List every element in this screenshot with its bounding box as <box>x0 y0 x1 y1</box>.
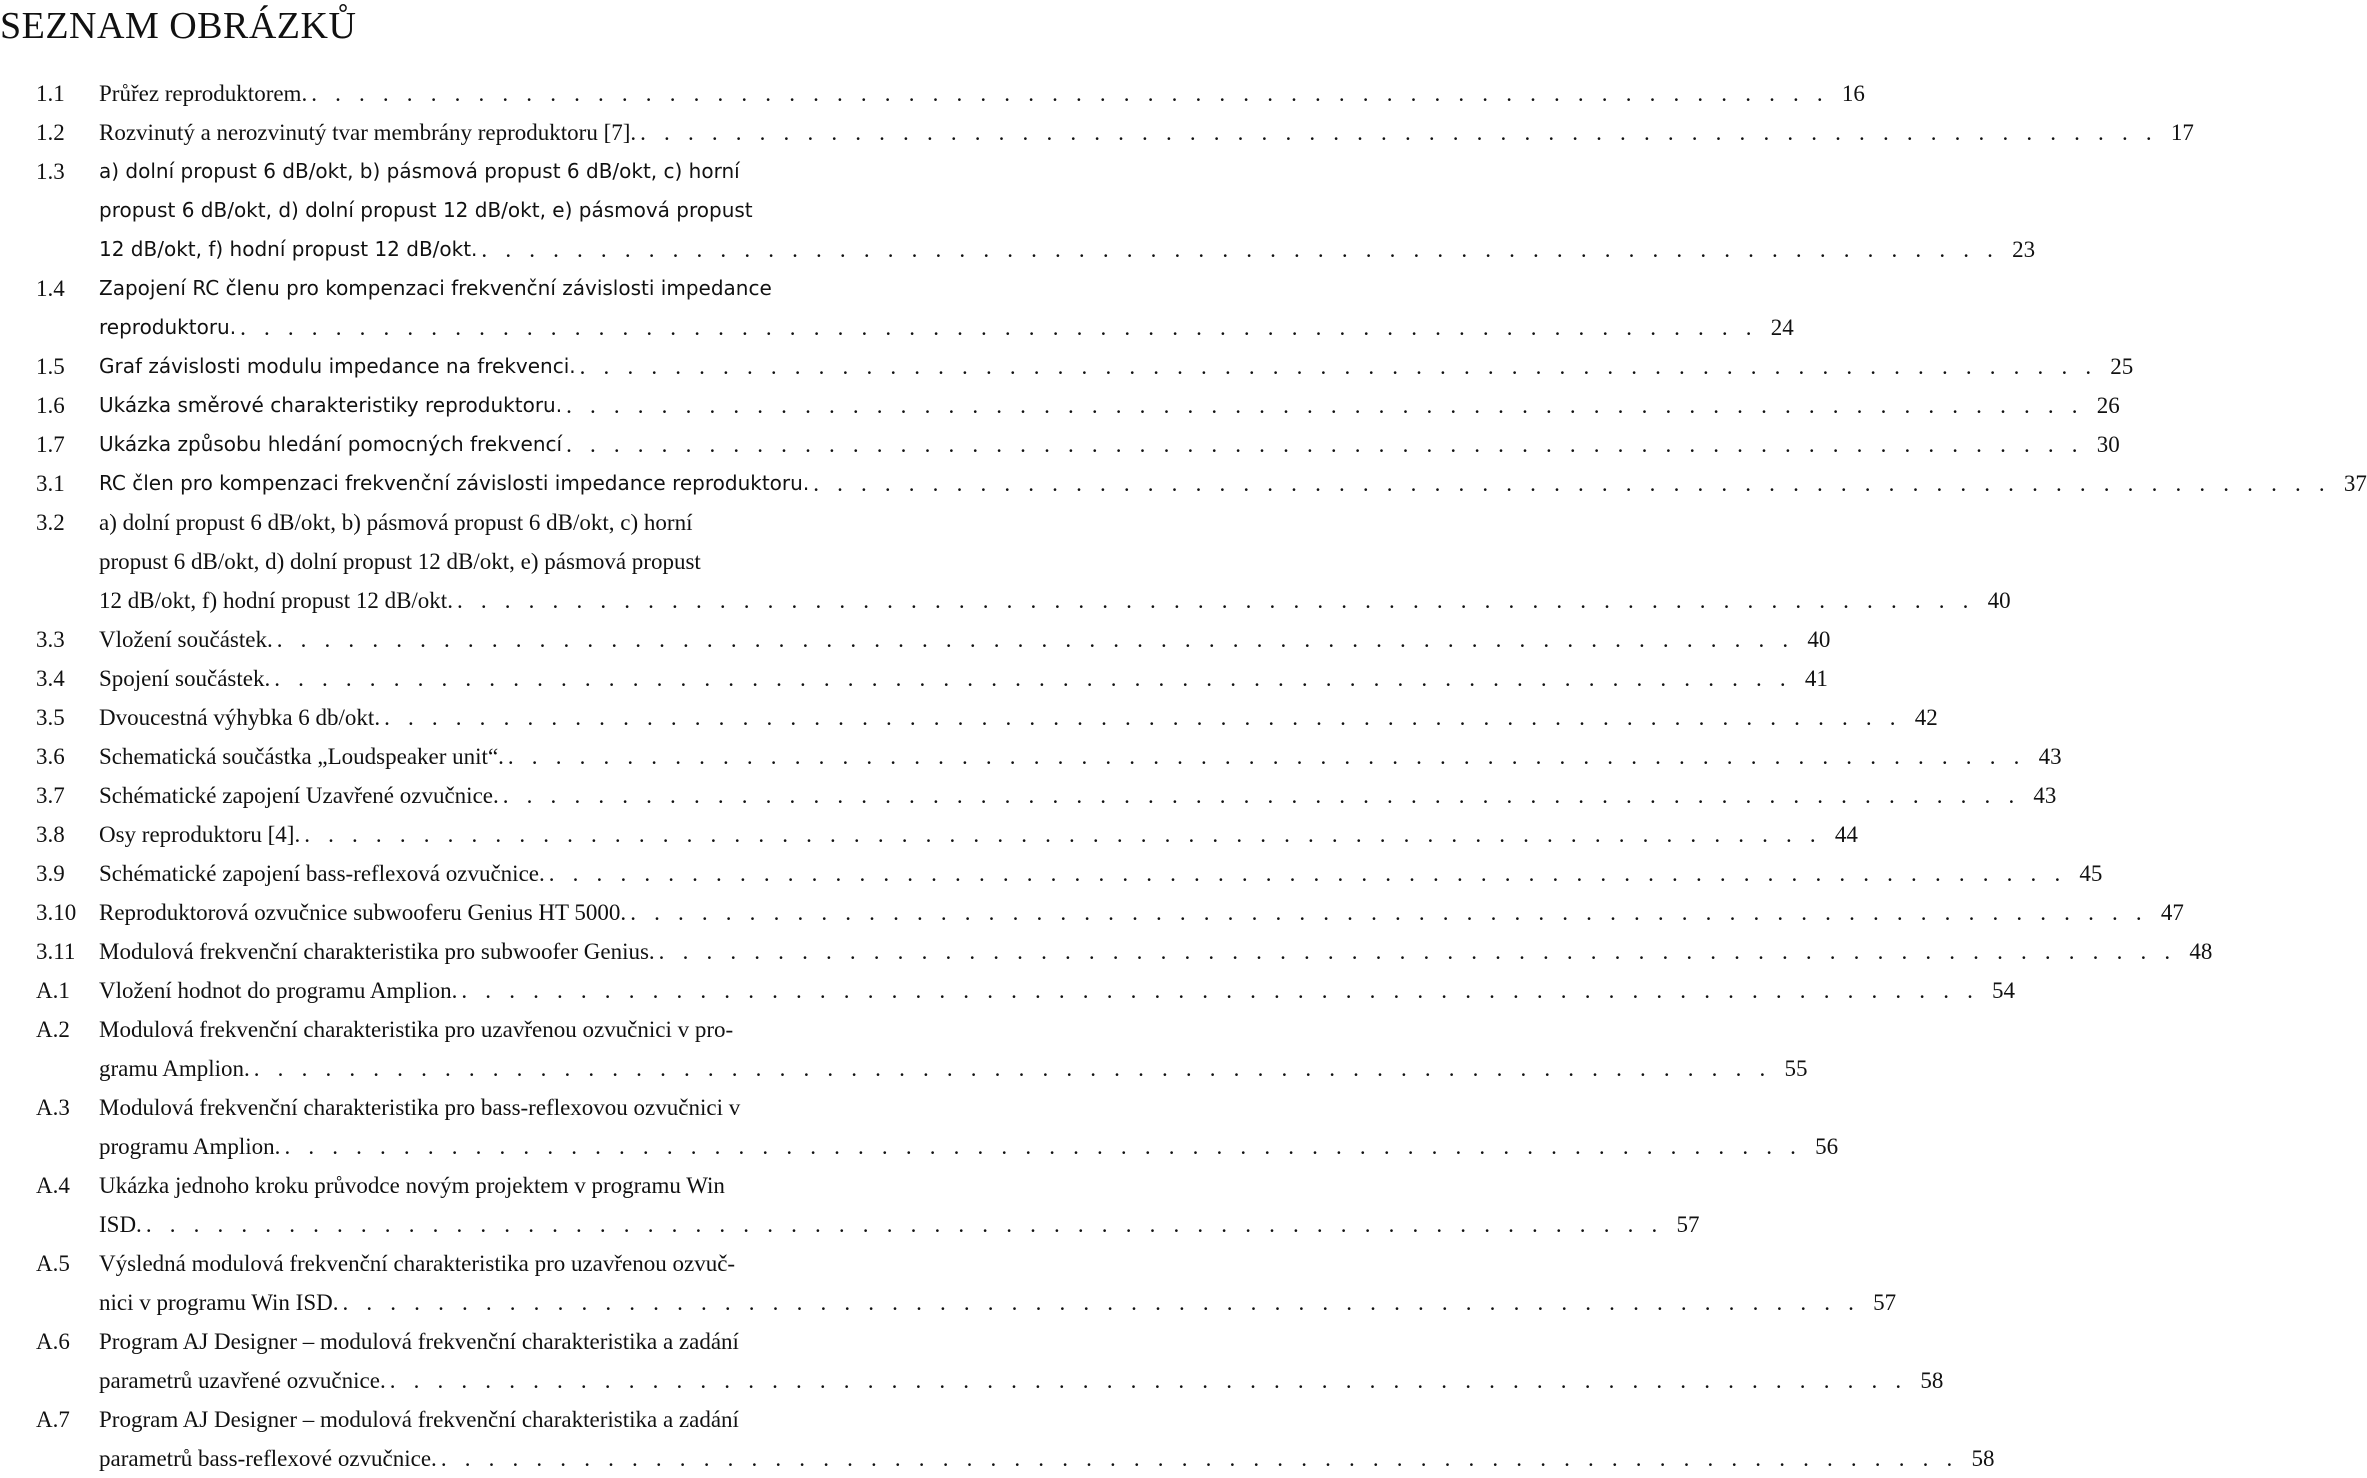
caption-line: Výsledná modulová frekvenční charakteristika pro uzavřenou ozvuč- <box>99 1251 736 1276</box>
figure-caption <box>99 1166 1699 1244</box>
caption-line: RC člen pro kompenzaci frekvenční závislosti impedance reproduktoru. <box>99 471 810 495</box>
dot-leader: . . . . . . . . . . . . . . . . . . . . . . . . . . . . . . . . . . . . . . . . . . . . . . . . . . . . . . . . . . . . . . . . <box>630 900 2148 925</box>
dot-leader: . . . . . . . . . . . . . . . . . . . . . . . . . . . . . . . . . . . . . . . . . . . . . . . . . . . . . . . . . . . . . . . . <box>274 666 1792 691</box>
figure-caption <box>99 503 2011 620</box>
page-number: 37 <box>2343 471 2367 496</box>
dot-leader: . . . . . . . . . . . . . . . . . . . . . . . . . . . . . . . . . . . . . . . . . . . . . . . . . . . . . . . . . . . . . . . . <box>384 705 1902 730</box>
figure-caption <box>99 113 2194 152</box>
caption-line: Schématické zapojení Uzavřené ozvučnice. <box>99 783 499 808</box>
page-number: 56 <box>1815 1134 1839 1159</box>
page-number: 54 <box>1992 978 2016 1003</box>
caption-line: programu Amplion. <box>99 1134 281 1159</box>
dot-leader: . . . . . . . . . . . . . . . . . . . . . . . . . . . . . . . . . . . . . . . . . . . . . . . . . . . . . . . . . . . . . . . . <box>502 783 2021 808</box>
page-number: 41 <box>1804 666 1828 691</box>
figure-number: A.4 <box>36 1173 70 1198</box>
caption-line: Dvoucestná výhybka 6 db/okt. <box>99 705 381 730</box>
page-number: 40 <box>1987 588 2011 613</box>
figure-caption <box>99 893 2184 932</box>
caption-line: Osy reproduktoru [4]. <box>99 822 301 847</box>
figure-caption <box>99 1400 1994 1478</box>
toc-entry[interactable] <box>36 347 2134 386</box>
page-number: 58 <box>1971 1446 1995 1471</box>
toc-entry[interactable] <box>36 386 2120 425</box>
toc-entry[interactable] <box>36 1166 1700 1244</box>
dot-leader: . . . . . . . . . . . . . . . . . . . . . . . . . . . . . . . . . . . . . . . . . . . . . . . . . . . . . . . . . . . . . . . . <box>304 822 1822 847</box>
dot-leader: . . . . . . . . . . . . . . . . . . . . . . . . . . . . . . . . . . . . . . . . . . . . . . . . . . . . . . . . . . . . . . . . <box>658 939 2177 964</box>
toc-entry[interactable] <box>36 737 2062 776</box>
page-number: 43 <box>2033 783 2057 808</box>
dot-leader: . . . . . . . . . . . . . . . . . . . . . . . . . . . . . . . . . . . . . . . . . . . . . . . . . . . . . . . . . . . . . . . . <box>640 120 2158 145</box>
figure-number: 3.9 <box>36 861 65 886</box>
page-number: 55 <box>1784 1056 1808 1081</box>
figure-number: 3.1 <box>36 471 65 496</box>
toc-entry[interactable] <box>36 620 1831 659</box>
figure-number: 1.7 <box>36 432 65 457</box>
figure-number: 1.3 <box>36 159 65 184</box>
page-number: 40 <box>1807 627 1831 652</box>
caption-line: Modulová frekvenční charakteristika pro uzavřenou ozvučnici v pro- <box>99 1017 734 1042</box>
toc-entry[interactable] <box>36 1400 1995 1478</box>
figure-caption <box>99 152 2035 269</box>
dot-leader: . . . . . . . . . . . . . . . . . . . . . . . . . . . . . . . . . . . . . . . . . . . . . . . . . . . . . . . . . . . . . . . . <box>284 1134 1803 1159</box>
toc-entry[interactable] <box>36 815 1858 854</box>
caption-line: propust 6 dB/okt, d) dolní propust 12 dB/okt, e) pásmová propust <box>99 198 753 222</box>
figure-caption <box>99 1322 1943 1400</box>
toc-entry[interactable] <box>36 503 2011 620</box>
toc-entry[interactable] <box>36 776 2057 815</box>
caption-line: Spojení součástek. <box>99 666 271 691</box>
figure-number: 3.5 <box>36 705 65 730</box>
caption-line: Program AJ Designer – modulová frekvenční charakteristika a zadání <box>99 1329 739 1354</box>
caption-line: Ukázka jednoho kroku průvodce novým projektem v programu Win <box>99 1173 725 1198</box>
figure-caption <box>99 1244 1896 1322</box>
figure-caption <box>99 776 2056 815</box>
list-of-figures <box>36 74 2367 1478</box>
toc-entry[interactable] <box>36 932 2213 971</box>
dot-leader: . . . . . . . . . . . . . . . . . . . . . . . . . . . . . . . . . . . . . . . . . . . . . . . . . . . . . . . . . . . . . . . . <box>456 588 1975 613</box>
caption-line: Zapojení RC členu pro kompenzaci frekvenční závislosti impedance <box>99 276 772 300</box>
toc-entry[interactable] <box>36 74 1865 113</box>
caption-line: Program AJ Designer – modulová frekvenční charakteristika a zadání <box>99 1407 739 1432</box>
figure-caption <box>99 1010 1807 1088</box>
caption-line: Graf závislosti modulu impedance na frekvenci. <box>99 354 576 378</box>
figure-caption <box>99 1088 1838 1166</box>
page-number: 24 <box>1770 315 1794 340</box>
caption-line: Schématické zapojení bass-reflexová ozvučnice. <box>99 861 545 886</box>
dot-leader: . . . . . . . . . . . . . . . . . . . . . . . . . . . . . . . . . . . . . . . . . . . . . . . . . . . . . . . . . . . . . . . . <box>440 1446 1959 1471</box>
caption-line: a) dolní propust 6 dB/okt, b) pásmová propust 6 dB/okt, c) horní <box>99 159 740 183</box>
dot-leader: . . . . . . . . . . . . . . . . . . . . . . . . . . . . . . . . . . . . . . . . . . . . . . . . . . . . . . . . . . . . . . . . <box>389 1368 1908 1393</box>
caption-line: Rozvinutý a nerozvinutý tvar membrány reproduktoru [7]. <box>99 120 637 145</box>
figure-caption <box>99 932 2212 971</box>
figure-number: 3.8 <box>36 822 65 847</box>
dot-leader: . . . . . . . . . . . . . . . . . . . . . . . . . . . . . . . . . . . . . . . . . . . . . . . . . . . . . . . . . . . . . . . . <box>579 354 2098 379</box>
page-number: 16 <box>1841 81 1865 106</box>
figure-number: 3.3 <box>36 627 65 652</box>
figure-number: A.6 <box>36 1329 70 1354</box>
toc-entry[interactable] <box>36 152 2036 269</box>
caption-line: Vložení hodnot do programu Amplion. <box>99 978 458 1003</box>
page-title: SEZNAM OBRÁZKŮ <box>0 5 357 47</box>
toc-entry[interactable] <box>36 1088 1839 1166</box>
page-number: 57 <box>1676 1212 1700 1237</box>
figure-caption <box>99 815 1858 854</box>
caption-line: Schematická součástka „Loudspeaker unit“. <box>99 744 504 769</box>
page-number: 26 <box>2096 393 2120 418</box>
page-number: 25 <box>2110 354 2134 379</box>
figure-number: 1.2 <box>36 120 65 145</box>
caption-line: Ukázka způsobu hledání pomocných frekvencí <box>99 432 563 456</box>
toc-entry[interactable] <box>36 269 1794 347</box>
caption-line: Průřez reproduktorem. <box>99 81 308 106</box>
page-number: 44 <box>1834 822 1858 847</box>
dot-leader: . . . . . . . . . . . . . . . . . . . . . . . . . . . . . . . . . . . . . . . . . . . . . . . . . . . . . . . . . . . . . . . . <box>548 861 2067 886</box>
caption-line: Modulová frekvenční charakteristika pro bass-reflexovou ozvučnici v <box>99 1095 741 1120</box>
figure-number: A.7 <box>36 1407 70 1432</box>
figure-number: A.1 <box>36 978 70 1003</box>
caption-line: gramu Amplion. <box>99 1056 250 1081</box>
toc-entry[interactable] <box>36 971 2016 1010</box>
figure-number: A.2 <box>36 1017 70 1042</box>
caption-line: 12 dB/okt, f) hodní propust 12 dB/okt. <box>99 588 453 613</box>
dot-leader: . . . . . . . . . . . . . . . . . . . . . . . . . . . . . . . . . . . . . . . . . . . . . . . . . . . . . . . . . . . . . . . . <box>311 81 1829 106</box>
caption-line: 12 dB/okt, f) hodní propust 12 dB/okt. <box>99 237 478 261</box>
figure-number: 3.10 <box>36 900 77 925</box>
page-number: 57 <box>1873 1290 1897 1315</box>
figure-number: 3.7 <box>36 783 65 808</box>
caption-line: parametrů uzavřené ozvučnice. <box>99 1368 386 1393</box>
toc-entry[interactable] <box>36 1322 1944 1400</box>
dot-leader: . . . . . . . . . . . . . . . . . . . . . . . . . . . . . . . . . . . . . . . . . . . . . . . . . . . . . . . . . . . . . . . . <box>507 744 2026 769</box>
page-number: 47 <box>2160 900 2184 925</box>
caption-line: Reproduktorová ozvučnice subwooferu Genius HT 5000. <box>99 900 627 925</box>
page-number: 58 <box>1920 1368 1944 1393</box>
figure-caption <box>99 425 2120 464</box>
dot-leader: . . . . . . . . . . . . . . . . . . . . . . . . . . . . . . . . . . . . . . . . . . . . . . . . . . . . . . . . . . . . . . . . <box>240 315 1758 340</box>
caption-line: reproduktoru. <box>99 315 237 339</box>
toc-entry[interactable] <box>36 893 2184 932</box>
caption-line: a) dolní propust 6 dB/okt, b) pásmová propust 6 dB/okt, c) horní <box>99 510 693 535</box>
toc-entry[interactable] <box>36 425 2120 464</box>
page-number: 17 <box>2170 120 2194 145</box>
page-number: 30 <box>2096 432 2120 457</box>
figure-caption <box>99 659 1828 698</box>
figure-caption <box>99 74 1865 113</box>
figure-number: 3.6 <box>36 744 65 769</box>
figure-caption <box>99 269 1794 347</box>
figure-number: 1.1 <box>36 81 65 106</box>
figure-caption <box>99 347 2133 386</box>
toc-entry[interactable] <box>36 113 2194 152</box>
toc-entry[interactable] <box>36 854 2103 893</box>
figure-caption <box>99 386 2120 425</box>
dot-leader: . . . . . . . . . . . . . . . . . . . . . . . . . . . . . . . . . . . . . . . . . . . . . . . . . . . . . . . . . . . . . . . . <box>813 471 2331 496</box>
dot-leader: . . . . . . . . . . . . . . . . . . . . . . . . . . . . . . . . . . . . . . . . . . . . . . . . . . . . . . . . . . . . . . . . <box>566 432 2084 457</box>
figure-caption <box>99 854 2102 893</box>
figure-number: 3.4 <box>36 666 65 691</box>
toc-entry[interactable] <box>36 659 1828 698</box>
caption-line: ISD. <box>99 1212 142 1237</box>
dot-leader: . . . . . . . . . . . . . . . . . . . . . . . . . . . . . . . . . . . . . . . . . . . . . . . . . . . . . . . . . . . . . . . . <box>342 1290 1861 1315</box>
figure-caption <box>99 698 1938 737</box>
figure-number: 1.5 <box>36 354 65 379</box>
dot-leader: . . . . . . . . . . . . . . . . . . . . . . . . . . . . . . . . . . . . . . . . . . . . . . . . . . . . . . . . . . . . . . . . <box>276 627 1795 652</box>
dot-leader: . . . . . . . . . . . . . . . . . . . . . . . . . . . . . . . . . . . . . . . . . . . . . . . . . . . . . . . . . . . . . . . . <box>481 237 2000 262</box>
figure-number: 3.2 <box>36 510 65 535</box>
figure-number: A.5 <box>36 1251 70 1276</box>
page-number: 23 <box>2012 237 2036 262</box>
figure-number: 3.11 <box>36 939 76 964</box>
toc-entry[interactable] <box>36 698 1938 737</box>
caption-line: Vložení součástek. <box>99 627 273 652</box>
dot-leader: . . . . . . . . . . . . . . . . . . . . . . . . . . . . . . . . . . . . . . . . . . . . . . . . . . . . . . . . . . . . . . . . <box>145 1212 1664 1237</box>
page-number: 43 <box>2038 744 2062 769</box>
figure-number: 1.6 <box>36 393 65 418</box>
page-number: 42 <box>1914 705 1938 730</box>
dot-leader: . . . . . . . . . . . . . . . . . . . . . . . . . . . . . . . . . . . . . . . . . . . . . . . . . . . . . . . . . . . . . . . . <box>461 978 1980 1003</box>
figure-number: 1.4 <box>36 276 65 301</box>
dot-leader: . . . . . . . . . . . . . . . . . . . . . . . . . . . . . . . . . . . . . . . . . . . . . . . . . . . . . . . . . . . . . . . . <box>566 393 2084 418</box>
caption-line: propust 6 dB/okt, d) dolní propust 12 dB/okt, e) pásmová propust <box>99 549 701 574</box>
caption-line: nici v programu Win ISD. <box>99 1290 339 1315</box>
figure-caption <box>99 464 2367 503</box>
figure-caption <box>99 971 2015 1010</box>
toc-entry[interactable] <box>36 1244 1897 1322</box>
page-number: 45 <box>2079 861 2103 886</box>
caption-line: Ukázka směrové charakteristiky reproduktoru. <box>99 393 563 417</box>
caption-line: parametrů bass-reflexové ozvučnice. <box>99 1446 437 1471</box>
figure-caption <box>99 737 2062 776</box>
page-number: 48 <box>2189 939 2213 964</box>
toc-entry[interactable] <box>36 1010 1808 1088</box>
figure-caption <box>99 620 1830 659</box>
caption-line: Modulová frekvenční charakteristika pro subwoofer Genius. <box>99 939 655 964</box>
figure-number: A.3 <box>36 1095 70 1120</box>
toc-entry[interactable] <box>36 464 2367 503</box>
dot-leader: . . . . . . . . . . . . . . . . . . . . . . . . . . . . . . . . . . . . . . . . . . . . . . . . . . . . . . . . . . . . . . . . <box>253 1056 1772 1081</box>
